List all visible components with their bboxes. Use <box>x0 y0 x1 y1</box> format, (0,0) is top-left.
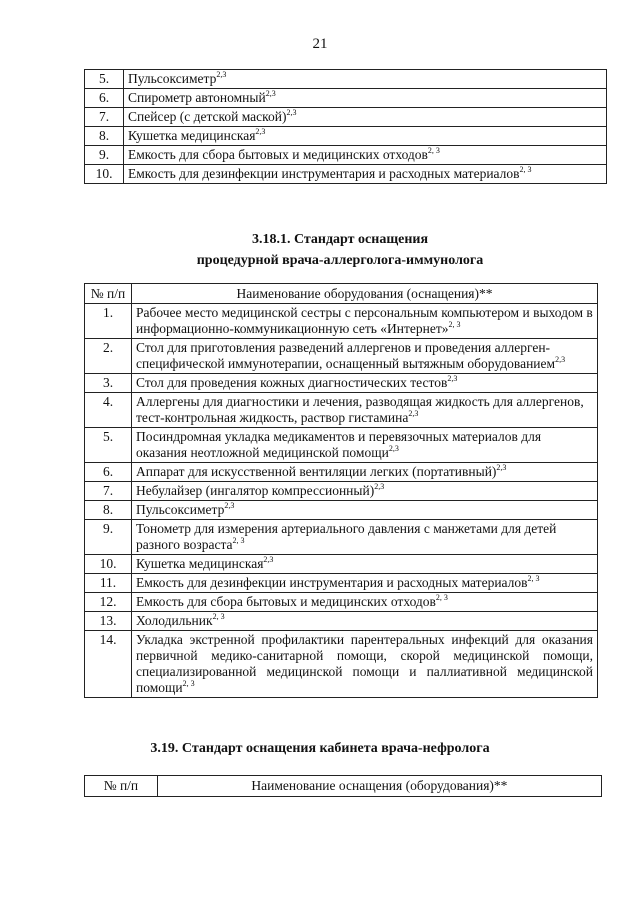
item-text: Стол для приготовления разведений аллергенов и проведения аллерген-специфической иммунотерапии, оснащенный вытяжным оборудованием <box>136 340 556 371</box>
heading-line-1: 3.18.1. Стандарт оснащения <box>251 232 429 247</box>
footnote-ref: 2,3 <box>496 463 507 472</box>
table-header <box>85 776 602 797</box>
footnote-ref: 2, 3 <box>448 320 461 329</box>
row-item <box>132 555 598 574</box>
item-text: Емкость для дезинфекции инструментария и расходных материалов <box>128 166 520 181</box>
item-text: Пульсоксиметр <box>128 71 217 86</box>
procedure-room-equipment-table <box>84 283 598 698</box>
row-item <box>132 574 598 593</box>
item-text: Кушетка медицинская <box>128 128 256 143</box>
section-heading-3-18-1 <box>0 229 640 271</box>
row-number: 13. <box>85 612 132 631</box>
footnote-ref: 2, 3 <box>435 593 448 602</box>
page-number: 21 <box>312 36 328 52</box>
item-text: Рабочее место медицинской сестры с персональным компьютером и выходом в информационно-коммуникационную сеть «Интернет» <box>136 305 593 336</box>
table-row <box>85 108 607 127</box>
row-item <box>124 146 607 165</box>
header-row <box>85 284 598 304</box>
footnote-ref: 2, 3 <box>182 679 195 688</box>
footnote-ref: 2,3 <box>286 108 297 117</box>
row-number: 7. <box>85 108 124 127</box>
row-item <box>124 127 607 146</box>
footnote-ref: 2,3 <box>255 127 266 136</box>
row-number: 10. <box>85 555 132 574</box>
row-item <box>132 463 598 482</box>
table-row <box>85 612 598 631</box>
table-row <box>85 374 598 393</box>
table-row <box>85 555 598 574</box>
item-text: Спейсер (с детской маской) <box>128 109 287 124</box>
header-name: Наименование оснащения (оборудования)** <box>157 776 601 797</box>
header-name: Наименование оборудования (оснащения)** <box>132 284 598 304</box>
row-item <box>124 70 607 89</box>
footnote-ref: 2, 3 <box>427 146 440 155</box>
row-number: 7. <box>85 482 132 501</box>
table-row <box>85 482 598 501</box>
row-item <box>132 612 598 631</box>
item-text: Кушетка медицинская <box>136 556 264 571</box>
table-row <box>85 146 607 165</box>
table-row <box>85 339 598 374</box>
footnote-ref: 2,3 <box>447 374 458 383</box>
item-text: Стол для проведения кожных диагностических тестов <box>136 375 448 390</box>
table-row <box>85 501 598 520</box>
row-number: 9. <box>85 520 132 555</box>
header-row <box>85 776 602 797</box>
row-item <box>132 501 598 520</box>
item-text: Аллергены для диагностики и лечения, разводящая жидкость для аллергенов, тест-контрольная жидкость, раствор гистамина <box>136 394 584 425</box>
item-text: Спирометр автономный <box>128 90 266 105</box>
nephrologist-equipment-table <box>84 775 602 797</box>
table-row <box>85 304 598 339</box>
table-row <box>85 127 607 146</box>
item-text: Укладка экстренной профилактики парентеральных инфекций для оказания первичной медико-санитарной помощи, скорой медицинской помощи, специализированной медицинской помощи и паллиативной медицинской помощи <box>136 632 593 695</box>
footnote-ref: 2, 3 <box>212 612 225 621</box>
row-item <box>132 482 598 501</box>
footnote-ref: 2,3 <box>224 501 235 510</box>
footnote-ref: 2,3 <box>265 89 276 98</box>
table-row <box>85 393 598 428</box>
row-number: 5. <box>85 70 124 89</box>
item-text: Посиндромная укладка медикаментов и перевязочных материалов для оказания неотложной медицинской помощи <box>136 429 542 460</box>
row-number: 11. <box>85 574 132 593</box>
item-text: Тонометр для измерения артериального давления с манжетами для детей разного возраста <box>136 521 557 552</box>
table-row <box>85 70 607 89</box>
footnote-ref: 2,3 <box>388 444 399 453</box>
footnote-ref: 2,3 <box>263 555 274 564</box>
row-item <box>132 631 598 698</box>
row-number: 9. <box>85 146 124 165</box>
row-number: 3. <box>85 374 132 393</box>
row-item <box>124 89 607 108</box>
header-number: № п/п <box>85 776 158 797</box>
row-item <box>124 108 607 127</box>
item-text: Емкость для сбора бытовых и медицинских отходов <box>136 594 436 609</box>
table-header <box>85 284 598 304</box>
row-number: 2. <box>85 339 132 374</box>
row-item <box>132 428 598 463</box>
row-number: 10. <box>85 165 124 184</box>
row-number: 8. <box>85 127 124 146</box>
row-number: 5. <box>85 428 132 463</box>
table-body <box>85 70 607 184</box>
item-text: Емкость для сбора бытовых и медицинских отходов <box>128 147 428 162</box>
table-body <box>85 304 598 698</box>
row-item <box>132 520 598 555</box>
table-row <box>85 463 598 482</box>
row-item <box>124 165 607 184</box>
equipment-table-continued <box>84 69 607 184</box>
footnote-ref: 2,3 <box>374 482 385 491</box>
table-row <box>85 520 598 555</box>
row-number: 8. <box>85 501 132 520</box>
heading-line-2: процедурной врача-аллерголога-иммунолога <box>196 253 484 268</box>
item-text: Аппарат для искусственной вентиляции легких (портативный) <box>136 464 497 479</box>
row-item <box>132 374 598 393</box>
row-number: 6. <box>85 463 132 482</box>
table-row <box>85 428 598 463</box>
row-item <box>132 339 598 374</box>
row-number: 6. <box>85 89 124 108</box>
footnote-ref: 2,3 <box>216 70 227 79</box>
footnote-ref: 2,3 <box>408 409 419 418</box>
row-number: 1. <box>85 304 132 339</box>
item-text: Небулайзер (ингалятор компрессионный) <box>136 483 375 498</box>
footnote-ref: 2,3 <box>555 355 566 364</box>
item-text: Холодильник <box>136 613 213 628</box>
item-text: Пульсоксиметр <box>136 502 225 517</box>
header-number: № п/п <box>85 284 132 304</box>
footnote-ref: 2, 3 <box>519 165 532 174</box>
footnote-ref: 2, 3 <box>232 536 245 545</box>
row-item <box>132 304 598 339</box>
footnote-ref: 2, 3 <box>527 574 540 583</box>
table-row <box>85 165 607 184</box>
row-number: 14. <box>85 631 132 698</box>
item-text: Емкость для дезинфекции инструментария и расходных материалов <box>136 575 528 590</box>
table-row <box>85 593 598 612</box>
row-item <box>132 593 598 612</box>
table-row <box>85 89 607 108</box>
row-item <box>132 393 598 428</box>
table-row <box>85 631 598 698</box>
row-number: 12. <box>85 593 132 612</box>
section-heading-3-19: 3.19. Стандарт оснащения кабинета врача-нефролога <box>150 741 490 756</box>
table-row <box>85 574 598 593</box>
row-number: 4. <box>85 393 132 428</box>
